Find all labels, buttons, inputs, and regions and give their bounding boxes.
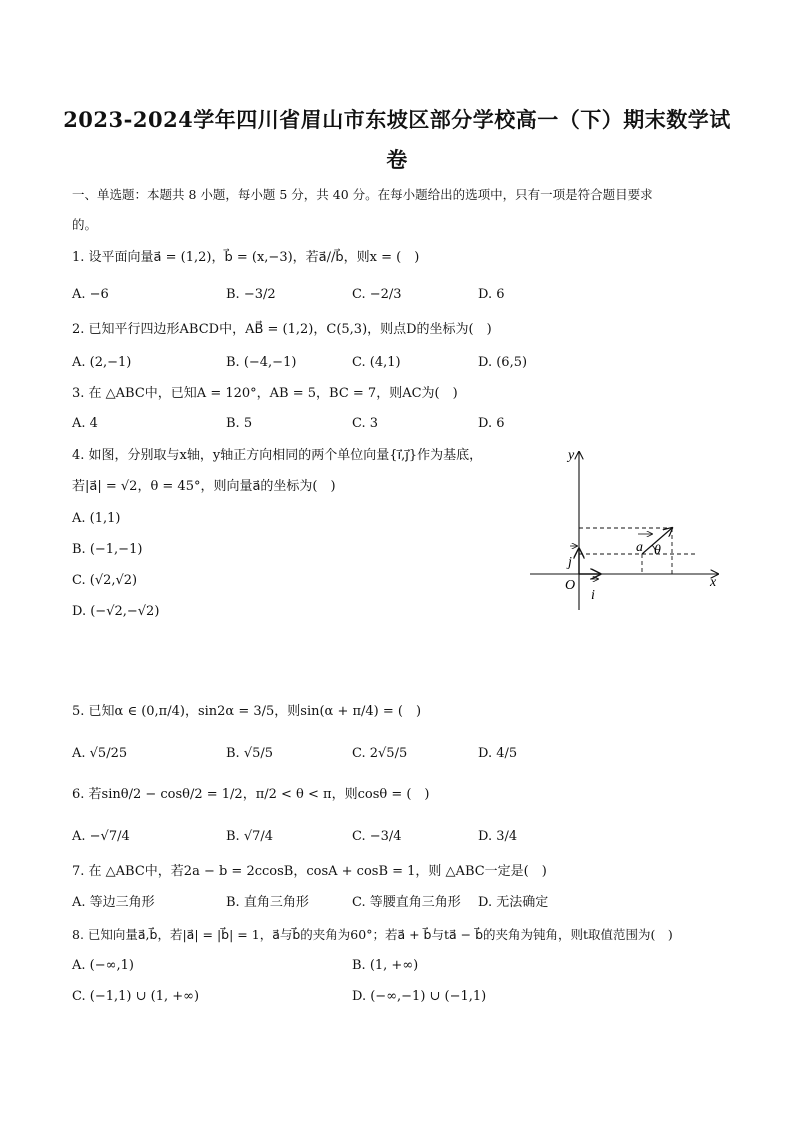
x-axis-label: x [710,575,717,590]
origin-label: O [565,578,576,593]
q4-option-c: C. (√2,√2) [72,573,138,588]
q8-option-d: D. (−∞,−1) ∪ (−1,1) [352,989,487,1004]
q7-option-d: D. 无法确定 [478,895,549,910]
q1-option-c: C. −2/3 [352,287,402,302]
q3-option-c: C. 3 [352,416,379,431]
question-3-stem: 3. 在 △ABC中，已知A = 120°，AB = 5，BC = 7，则AC为( ) [72,386,458,401]
q4-option-a: A. (1,1) [72,511,121,526]
q7-option-b: B. 直角三角形 [226,895,309,910]
q2-option-b: B. (−4,−1) [226,355,297,370]
q2-option-d: D. (6,5) [478,355,528,370]
i-label: i [591,588,595,603]
q1-option-d: D. 6 [478,287,505,302]
question-5-stem: 5. 已知α ∈ (0,π/4)，sin2α = 3/5，则sin(α + π/4) = ( ) [72,704,422,719]
q6-option-c: C. −3/4 [352,829,402,844]
q2-option-c: C. (4,1) [352,355,401,370]
title-line-1: 2023-2024学年四川省眉山市东坡区部分学校高一（下）期末数学试 [63,107,731,132]
question-8-stem: 8. 已知向量a⃗,b⃗，若|a⃗| = |b⃗| = 1，a⃗与b⃗的夹角为60°；若a⃗ + b⃗与ta⃗ − b⃗的夹角为钝角，则t取值范围为( ) [72,927,673,942]
q6-option-a: A. −√7/4 [72,829,130,844]
q8-option-c: C. (−1,1) ∪ (1, +∞) [72,989,200,1004]
question-4-stem-line-1: 4. 如图，分别取与x轴，y轴正方向相同的两个单位向量{i⃗,j⃗}作为基底， [72,448,483,463]
coordinate-figure [526,446,726,616]
q4-option-d: D. (−√2,−√2) [72,604,160,619]
a-label: a [636,540,643,555]
q5-option-b: B. √5/5 [226,746,274,761]
title-line-2: 卷 [386,147,408,172]
q2-option-a: A. (2,−1) [72,355,132,370]
j-label: j [568,555,572,570]
q8-option-a: A. (−∞,1) [72,958,134,973]
q6-option-b: B. √7/4 [226,829,274,844]
section-header-line-2: 的。 [72,217,98,232]
q4-option-b: B. (−1,−1) [72,542,143,557]
section-header-line-1: 一、单选题：本题共 8 小题，每小题 5 分，共 40 分。在每小题给出的选项中，只有一项是符合题目要求 [72,187,653,202]
theta-label: θ [654,543,661,558]
q1-option-b: B. −3/2 [226,287,276,302]
q1-option-a: A. −6 [72,287,109,302]
question-1-stem: 1. 设平面向量a⃗ = (1,2)，b⃗ = (x,−3)，若a⃗//b⃗，则x = ( ) [72,250,420,265]
y-axis-label: y [568,448,575,463]
question-7-stem: 7. 在 △ABC中，若2a − b = 2ccosB，cosA + cosB = 1，则 △ABC一定是( ) [72,864,547,879]
q8-option-b: B. (1, +∞) [352,958,419,973]
q7-option-c: C. 等腰直角三角形 [352,895,461,910]
q3-option-d: D. 6 [478,416,505,431]
question-6-stem: 6. 若sinθ/2 − cosθ/2 = 1/2，π/2 < θ < π，则cosθ = ( ) [72,787,430,802]
q5-option-c: C. 2√5/5 [352,746,408,761]
q6-option-d: D. 3/4 [478,829,518,844]
question-4-stem-line-2: 若|a⃗| = √2，θ = 45°，则向量a⃗的坐标为( ) [72,479,336,494]
q5-option-d: D. 4/5 [478,746,518,761]
q3-option-b: B. 5 [226,416,253,431]
q7-option-a: A. 等边三角形 [72,895,155,910]
q3-option-a: A. 4 [72,416,98,431]
q5-option-a: A. √5/25 [72,746,128,761]
question-2-stem: 2. 已知平行四边形ABCD中，AB⃗ = (1,2)，C(5,3)，则点D的坐标为( ) [72,322,492,337]
